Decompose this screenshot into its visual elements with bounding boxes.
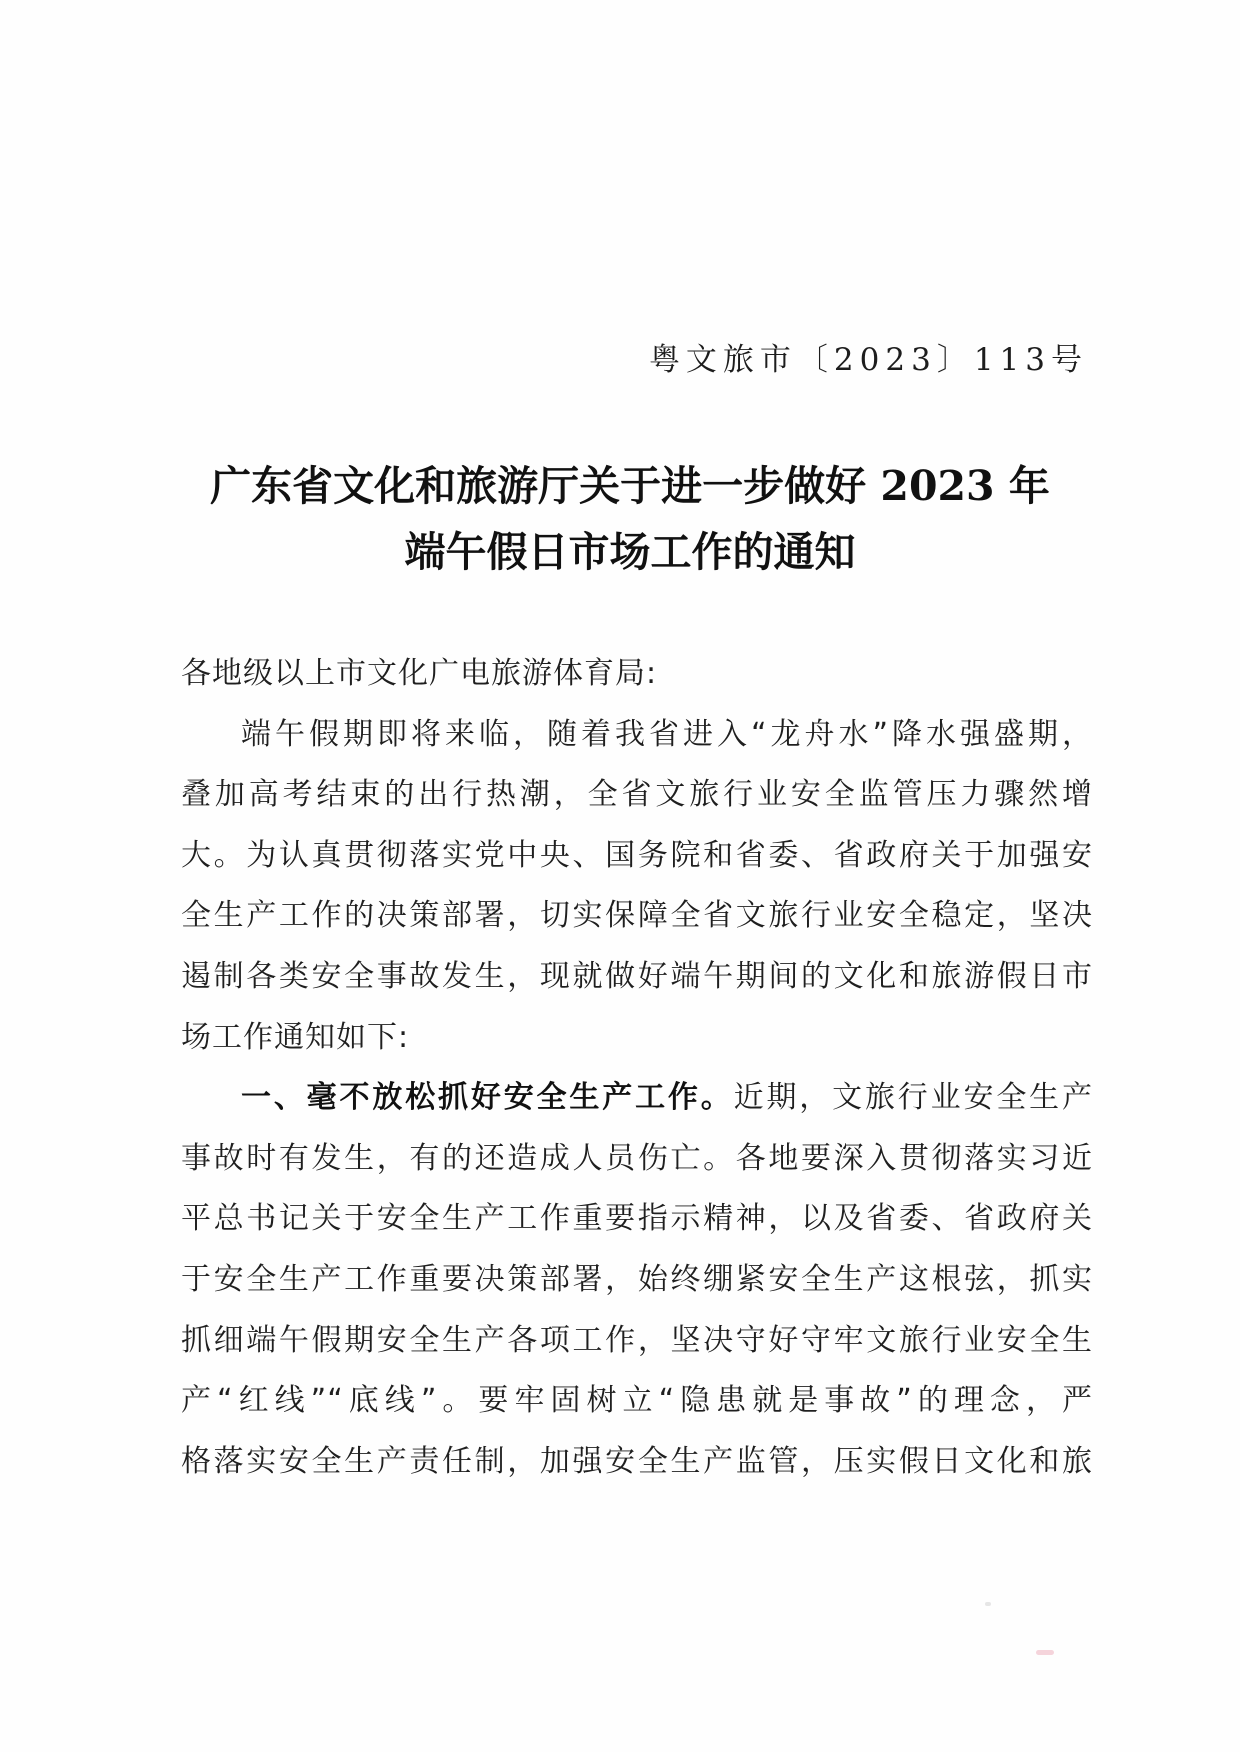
paragraph-1-line: 大。为认真贯彻落实党中央、国务院和省委、省政府关于加强安 <box>181 837 1093 873</box>
addressee: 各地级以上市文化广电旅游体育局: <box>181 656 658 691</box>
paragraph-1-line: 端午假期即将来临，随着我省进入“龙舟水”降水强盛期， <box>241 716 1093 752</box>
section-1-line: 产“红线”“底线”。要牢固树立“隐患就是事故”的理念，严 <box>181 1383 1093 1419</box>
paragraph-1-line: 全生产工作的决策部署，切实保障全省文旅行业安全稳定，坚决 <box>181 898 1093 934</box>
section-1-first-line <box>181 1068 1093 1129</box>
title-line-2: 端午假日市场工作的通知 <box>404 528 856 576</box>
section-1-line: 抓细端午假期安全生产各项工作，坚决守好守牢文旅行业安全生 <box>181 1322 1093 1358</box>
document-number: 粤文旅市〔2023〕113号 <box>648 342 1088 378</box>
seal-trace-mark <box>1036 1650 1054 1655</box>
title-line-1: 广东省文化和旅游厅关于进一步做好 2023 年 <box>210 462 1050 510</box>
section-1-first-line-rest: 近期，文旅行业安全生产 <box>733 1080 1094 1116</box>
section-1-line: 格落实安全生产责任制，加强安全生产监管，压实假日文化和旅 <box>181 1443 1093 1479</box>
paragraph-1-line: 遏制各类安全事故发生，现就做好端午期间的文化和旅游假日市 <box>181 958 1093 994</box>
section-1-line: 事故时有发生，有的还造成人员伤亡。各地要深入贯彻落实习近 <box>181 1140 1093 1176</box>
section-1-heading: 一、毫不放松抓好安全生产工作。 <box>241 1080 734 1116</box>
paragraph-1-line: 场工作通知如下: <box>181 1019 410 1055</box>
scan-speck <box>985 1602 991 1606</box>
document-title <box>160 453 1100 585</box>
document-body <box>181 644 1093 1492</box>
paragraph-1-line: 叠加高考结束的出行热潮，全省文旅行业安全监管压力骤然增 <box>181 777 1093 813</box>
section-1-line: 平总书记关于安全生产工作重要指示精神，以及省委、省政府关 <box>181 1201 1093 1237</box>
section-1-line: 于安全生产工作重要决策部署，始终绷紧安全生产这根弦，抓实 <box>181 1261 1093 1297</box>
